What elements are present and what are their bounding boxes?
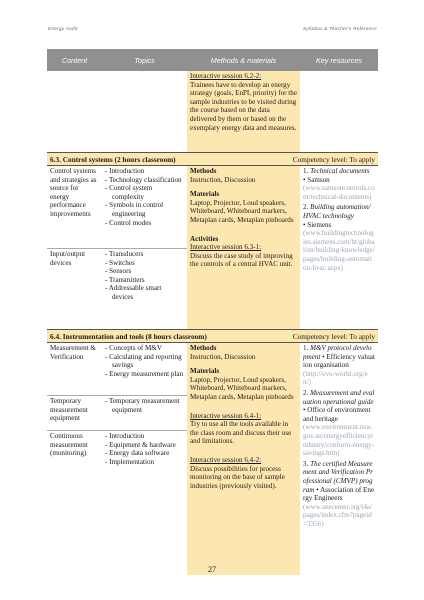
resource-link[interactable]: (www.aeecenter.org/i4a/pages/index.cfm?pageid=3356) bbox=[303, 502, 373, 528]
content-cell: Continuous measurement (monitoring) bbox=[47, 430, 102, 459]
syllabus-table bbox=[47, 49, 378, 575]
resource-title: Building automation/HVAC technology bbox=[303, 203, 371, 220]
section-6-3-header bbox=[47, 152, 378, 166]
section-6-4-header bbox=[47, 329, 378, 343]
section-title: 6.4. Instrumentation and tools (8 hours classroom) bbox=[50, 331, 207, 341]
col-header-methods: Methods & materials bbox=[210, 55, 277, 65]
topics-cell bbox=[102, 166, 187, 248]
table-header bbox=[47, 49, 378, 71]
content-cell: Control systems and strategies as source for energy performance improvements bbox=[50, 167, 97, 218]
carry-session-text: Trainees have to develop an energy strategy (goals, EnPI, priority) for the sample industries to be visited during the course based on the data delivered by them or based on the exemplary energy data and measures. bbox=[190, 80, 297, 132]
col-header-topics: Topics bbox=[134, 55, 155, 65]
list-item: - Introduction bbox=[105, 432, 184, 441]
resource-link[interactable]: (www.environment.nsw.gov.au/energyefficiencyindustry/conform-energy-savings.htm) bbox=[303, 423, 375, 458]
running-header-right: Syllabus & Teacher's Reference bbox=[302, 26, 377, 31]
list-item: - Control modes bbox=[105, 219, 184, 228]
resources-cell: 1. Technical documents • Samson (www.samsoncontrols.com/technical-documents) 2. Building automation/HVAC technology • Siemens (www.buildingtechnologies.siemens.com/bt/global/en/building-knowledge/pages/building-automation-hvac.aspx) bbox=[303, 167, 375, 272]
list-item: - Energy measurement plan bbox=[105, 370, 184, 379]
resource-link[interactable]: (www.samsoncontrols.com/technical-documents) bbox=[303, 184, 375, 201]
session-title: Interactive session 6.4-1: bbox=[190, 411, 262, 420]
resource-org: • Efficiency valuation organisation bbox=[303, 352, 375, 370]
list-item: - Calculating and reporting savings bbox=[105, 353, 184, 370]
session-title: Interactive session 6.3-1: bbox=[190, 243, 262, 252]
methods-cell bbox=[187, 343, 300, 575]
carry-methods-cell bbox=[187, 71, 300, 152]
methods-heading: Methods bbox=[190, 344, 217, 352]
list-item: - Switches bbox=[105, 259, 184, 268]
list-item: - Energy data software bbox=[105, 449, 184, 458]
resource-title: Technical documents bbox=[310, 167, 370, 175]
section-6-4-body bbox=[47, 343, 378, 575]
resources-cell: 1. M&V protocol development • Efficiency valuation organisation (http://evo-world.org/en/) 2. Measurement and evaluation operational guide • Office of environment and heritage (www.environment.nsw.gov.au/energyefficiencyindustry/conform-energy-savings.htm) 3. The certified Measurement and Verification Professional (CMVP) program • Association of Energy Engineers (www.aeecenter.org/i4a/pages/index.cfm?pageid=3356) bbox=[303, 344, 375, 528]
carry-session-title: Interactive session 6.2-2: bbox=[190, 72, 262, 80]
section-title: 6.3. Control systems (2 hours classroom) bbox=[50, 154, 176, 164]
competency-level: Competency level: To apply bbox=[292, 154, 375, 164]
resource-title: M&V protocol development bbox=[303, 344, 372, 361]
materials-heading: Materials bbox=[190, 367, 220, 376]
resource-link[interactable]: (www.buildingtechnologies.siemens.com/bt/global/en/building-knowledge/pages/building-automation-hvac.aspx) bbox=[303, 229, 375, 272]
competency-level: Competency level: To apply bbox=[292, 331, 375, 341]
section-6-3-body bbox=[47, 166, 378, 329]
topics-cell bbox=[102, 248, 187, 303]
list-item: - Transducers bbox=[105, 250, 184, 259]
session-text: Try to use all the tools available in the class room and discuss their use and limitations. bbox=[190, 420, 292, 446]
methods-text: Instruction, Discussion bbox=[190, 175, 256, 184]
activities-heading: Activities bbox=[190, 234, 219, 243]
resource-title: The certified Measurement and Verification Professional (CMVP) program bbox=[303, 459, 373, 494]
col-header-content: Content bbox=[61, 55, 88, 65]
list-item: - Sensors bbox=[105, 267, 184, 276]
resource-org: • Siemens bbox=[303, 220, 332, 229]
resource-org: • Samson bbox=[303, 175, 330, 184]
running-header-left: Energy Audit bbox=[48, 26, 78, 31]
list-item: - Symbols in control engineering bbox=[105, 201, 184, 218]
materials-text: Laptop, Projector, Loud speakers, Whiteboard, Whiteboard markers, Metaplan cards, Metaplan pinboards bbox=[190, 375, 294, 401]
session-title: Interactive session 6.4-2: bbox=[190, 455, 262, 464]
topics-cell bbox=[102, 430, 187, 467]
list-item: - Transmitters bbox=[105, 276, 184, 285]
list-item: - Concepts of M&V bbox=[105, 344, 184, 353]
list-item: - Introduction bbox=[105, 167, 184, 176]
resource-org: • Association of Energy Engineers bbox=[303, 485, 375, 503]
topics-cell bbox=[102, 395, 187, 430]
col-header-resources: Key resources bbox=[316, 55, 362, 65]
content-cell: Measurement & Verification bbox=[50, 344, 96, 361]
materials-heading: Materials bbox=[190, 190, 220, 199]
resource-link[interactable]: (http://evo-world.org/en/) bbox=[303, 369, 368, 387]
resource-org: • Office of environment and heritage bbox=[303, 406, 371, 423]
carry-row bbox=[47, 71, 378, 152]
list-item: - Equipment & hardware bbox=[105, 441, 184, 450]
list-item: - Addressable smart devices bbox=[105, 284, 184, 301]
list-item: - Temporary measurement equipment bbox=[105, 397, 184, 414]
methods-heading: Methods bbox=[190, 167, 217, 175]
page-number: 27 bbox=[208, 565, 216, 574]
topics-cell bbox=[102, 343, 187, 395]
content-cell: Input/output devices bbox=[47, 248, 102, 268]
session-text: Discuss the case study of improving the controls of a central HVAC unit. bbox=[190, 251, 293, 269]
session-text: Discuss possibilities for process monitoring on the base of sample industries (previously visited). bbox=[190, 464, 285, 490]
list-item: - Implementation bbox=[105, 458, 184, 467]
methods-text: Instruction, Discussion bbox=[190, 352, 256, 361]
materials-text: Laptop, Projector, Loud speakers, Whiteboard, Whiteboard markers, Metaplan cards, Metaplan pinboards bbox=[190, 198, 294, 224]
resource-title: Measurement and evaluation operational guide bbox=[303, 388, 375, 406]
list-item: - Technology classification bbox=[105, 176, 184, 185]
methods-cell bbox=[187, 166, 300, 329]
content-cell: Temporary measurement equipment bbox=[47, 395, 102, 430]
list-item: - Control system complexity bbox=[105, 184, 184, 201]
